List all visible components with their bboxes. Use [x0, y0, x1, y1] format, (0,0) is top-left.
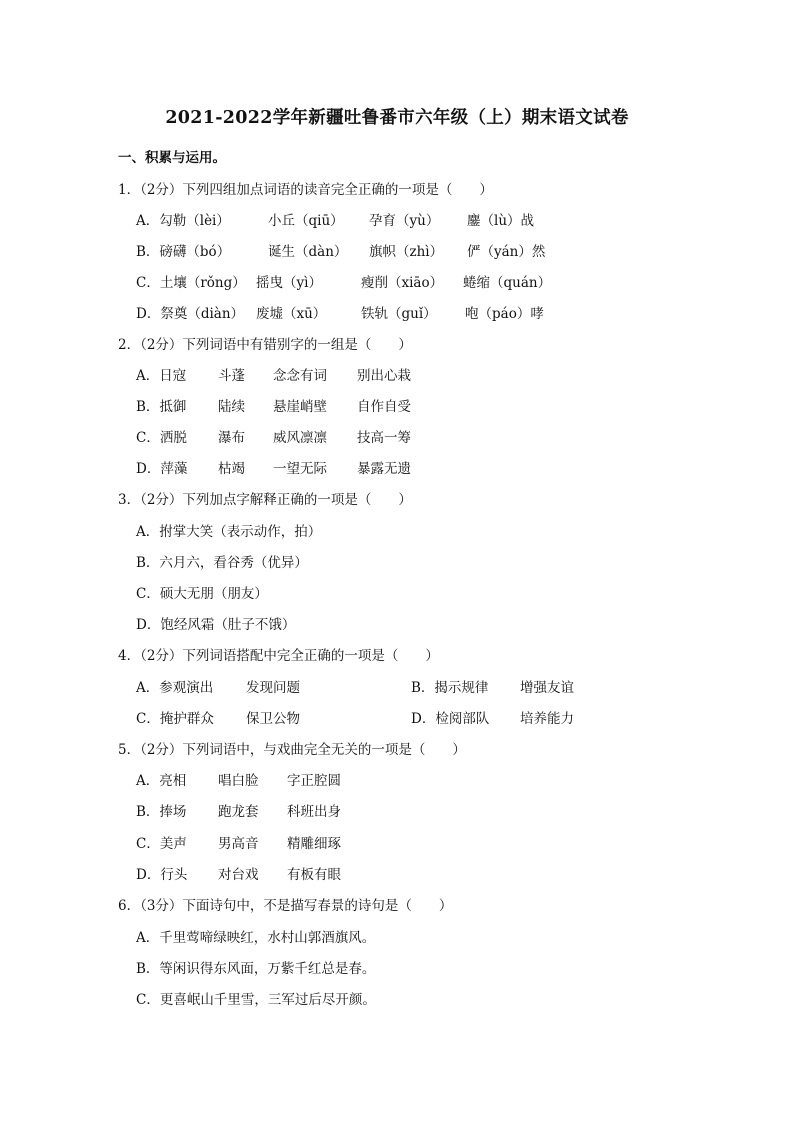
- option-text: C．美声: [136, 836, 187, 852]
- option-text: 斗蓬: [218, 368, 245, 384]
- option-text: 鏖（lù）战: [467, 213, 535, 229]
- option-text: 男高音: [218, 836, 259, 852]
- option-c: C．硕大无朋（朋友）: [136, 586, 268, 602]
- option-c: C．更喜岷山千里雪，三军过后尽开颜。: [136, 992, 376, 1008]
- option-a: A．拊掌大笑（表示动作，拍）: [136, 524, 322, 540]
- option-text: 唱白脸: [218, 773, 259, 789]
- option-b: B．等闲识得东风面，万紫千红总是春。: [136, 961, 376, 977]
- option-text: 技高一筹: [357, 430, 411, 446]
- option-text: A．勾勒（lèi）: [136, 213, 230, 229]
- option-text: 科班出身: [287, 804, 341, 820]
- option-text: B．抵御: [136, 399, 187, 415]
- option-text: 增强友谊: [520, 680, 574, 696]
- option-text: 咆（páo）哮: [465, 306, 544, 322]
- option-d: D．饱经风霜（肚子不饿）: [136, 617, 296, 633]
- option-a: A．参观演出: [136, 680, 214, 696]
- option-text: 暴露无遗: [357, 461, 411, 477]
- question-stem: 6．（3分）下面诗句中，不是描写春景的诗句是（ ）: [118, 898, 453, 914]
- option-text: 枯竭: [218, 461, 245, 477]
- page-title: 2021-2022学年新疆吐鲁番市六年级（上）期末语文试卷: [165, 108, 629, 128]
- option-text: 瘦削（xiāo）: [361, 275, 444, 291]
- option-text: 蜷缩（quán）: [463, 275, 552, 291]
- option-text: C．洒脱: [136, 430, 187, 446]
- question-stem: 3．（2分）下列加点字解释正确的一项是（ ）: [118, 492, 412, 508]
- question-stem: 4．（2分）下列词语搭配中完全正确的一项是（ ）: [118, 648, 439, 664]
- option-text: 废墟（xū）: [256, 306, 327, 322]
- option-text: 瀑布: [218, 430, 245, 446]
- option-text: 自作自受: [357, 399, 411, 415]
- option-text: 陆续: [218, 399, 245, 415]
- option-text: 跑龙套: [218, 804, 259, 820]
- option-text: 铁轨（guǐ）: [361, 306, 437, 322]
- option-text: 字正腔圆: [287, 773, 341, 789]
- option-text: 摇曳（yì）: [256, 275, 322, 291]
- option-text: 一望无际: [273, 461, 327, 477]
- option-text: 威风凛凛: [273, 430, 327, 446]
- option-text: 念念有词: [273, 368, 327, 384]
- option-text: 有板有眼: [287, 867, 341, 883]
- option-text: 旗帜（zhì）: [369, 244, 444, 260]
- option-b: B．揭示规律: [411, 680, 489, 696]
- option-text: B．捧场: [136, 804, 187, 820]
- option-c: C．掩护群众: [136, 711, 214, 727]
- option-text: 对台戏: [218, 867, 259, 883]
- option-text: 保卫公物: [246, 711, 300, 727]
- option-text: D．祭奠（diàn）: [136, 306, 245, 322]
- question-stem: 5．（2分）下列词语中，与戏曲完全无关的一项是（ ）: [118, 742, 466, 758]
- option-text: B．磅礴（bó）: [136, 244, 231, 260]
- option-text: 别出心栽: [357, 368, 411, 384]
- option-text: 小丘（qiū）: [268, 213, 344, 229]
- option-text: 悬崖峭壁: [273, 399, 327, 415]
- option-d: D．检阅部队: [411, 711, 490, 727]
- question-stem: 2．（2分）下列词语中有错别字的一组是（ ）: [118, 337, 412, 353]
- option-a: A．千里莺啼绿映红，水村山郭酒旗风。: [136, 930, 376, 946]
- question-stem: 1．（2分）下列四组加点词语的读音完全正确的一项是（ ）: [118, 182, 493, 198]
- option-text: 诞生（dàn）: [268, 244, 348, 260]
- option-text: 精雕细琢: [287, 836, 341, 852]
- option-text: 培养能力: [520, 711, 574, 727]
- option-text: 发现问题: [246, 680, 300, 696]
- option-text: D．行头: [136, 867, 188, 883]
- option-text: 俨（yán）然: [467, 244, 546, 260]
- option-text: A．亮相: [136, 773, 187, 789]
- section-heading: 一、积累与运用。: [118, 150, 226, 166]
- option-text: A．日寇: [136, 368, 187, 384]
- option-text: D．萍藻: [136, 461, 188, 477]
- option-text: 孕育（yù）: [369, 213, 440, 229]
- option-b: B．六月六，看谷秀（优异）: [136, 555, 308, 571]
- option-text: C．土壤（rǒng）: [136, 275, 246, 291]
